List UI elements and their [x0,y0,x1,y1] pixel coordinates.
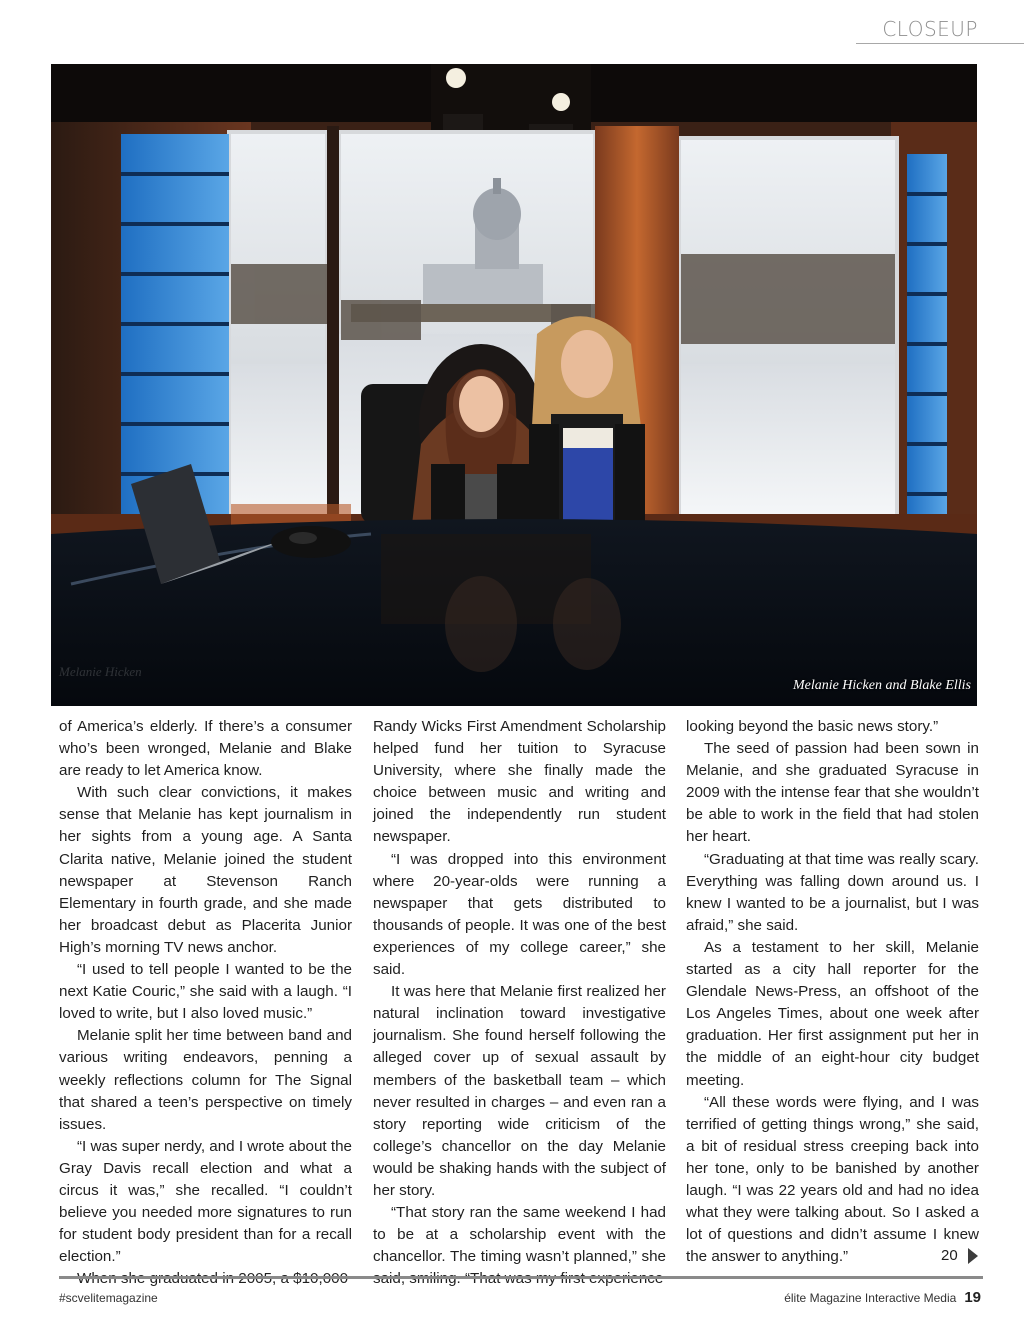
footer-rule [59,1276,983,1279]
section-label: CLOSEUP [882,17,978,41]
page-number: 19 [964,1289,981,1306]
arrow-right-icon [968,1248,978,1264]
paragraph: “I used to tell people I wanted to be the next Katie Couric,” she said with a laugh. “I loved to write, but I also loved music.” [59,961,352,1023]
paragraph: With such clear convictions, it makes sense that Melanie has kept journalism in her sights from a young age. A Santa Clarita native, Melanie joined the student newspaper at Stevenson Ranch Elementary in fourth grade, and she made her broadcast debut as Placerita Junior High’s morning TV news anchor. [59,784,352,956]
paragraph [59,1268,352,1290]
photo-watermark: Melanie Hicken [59,664,142,679]
paragraph: of America’s elderly. If there’s a consumer who’s been wronged, Melanie and Blake are ready to let America know. [59,718,352,780]
paragraph: “All these words were flying, and I was terrified of getting things wrong,” she said, a bit of residual stress creeping back into her tone, only to be banished by another laugh. “I was 22 years old and had no idea what they were talking about. So I asked a lot of questions and didn’t assume I knew the answer to anything.” [686,1093,979,1266]
person-right [529,316,645,534]
article-column-3 [686,716,979,1268]
publication-name: élite Magazine Interactive Media [784,1291,957,1305]
article-column-1 [59,716,352,1290]
paragraph: Melanie split her time between band and various writing endeavors, penning a weekly reflections column for The Signal that shared a teen’s perspective on timely issues. [59,1027,352,1133]
paragraph: looking beyond the basic news story.” [686,718,939,735]
paragraph: “I was super nerdy, and I wrote about the Gray Davis recall election and what a circus it was,” she recalled. “I couldn’t believe you needed more signatures to run for student body president than for a recall election.” [59,1137,352,1266]
paragraph: It was here that Melanie first realized her natural inclination toward investigative journalism. She found herself following the alleged cover up of sexual assault by members of the basketball team – which never resulted in charges – and even ran a story reporting wide criticism of the college’s chancellor on the day Melanie would be shaking hands with the subject of her story. [373,983,666,1199]
photo-illustration [51,64,977,706]
paragraph: Randy Wicks First Amendment Scholarship helped fund her tuition to Syracuse University, where she finally made the choice between music and writing and joined the independently run student newspaper. [373,718,666,846]
continue-on-page-link[interactable] [941,1247,978,1264]
article-column-2 [373,716,666,1290]
footer-publication [784,1289,981,1306]
paragraph: As a testament to her skill, Melanie started as a city hall reporter for the Glendale News-Press, an offshoot of the Los Angeles Times, about one week after graduation. Her first assignment put her in the middle of an eight-hour city budget meeting. [686,938,979,1089]
section-rule [856,43,1024,44]
paragraph: “I was dropped into this environment where 20-year-olds were running a newspaper that gets distributed to thousands of people. It was one of the best experiences of my college career,” she said. [373,850,666,979]
paragraph: The seed of passion had been sown in Melanie, and she graduated Syracuse in 2009 with the intense fear that she wouldn’t be able to work in the field that had stolen her heart. [686,740,979,846]
jump-page-number: 20 [941,1247,958,1264]
paragraph: “Graduating at that time was really scary. Everything was falling down around us. I knew I wanted to be a journalist, but I was afraid,” she said. [686,850,979,934]
paragraph: “That story ran the same weekend I had to be at a scholarship event with the chancellor. The timing wasn’t planned,” she [373,1204,666,1266]
feature-photo [51,64,977,706]
footer-hashtag: #scvelitemagazine [59,1291,158,1305]
photo-caption: Melanie Hicken and Blake Ellis [792,678,971,693]
